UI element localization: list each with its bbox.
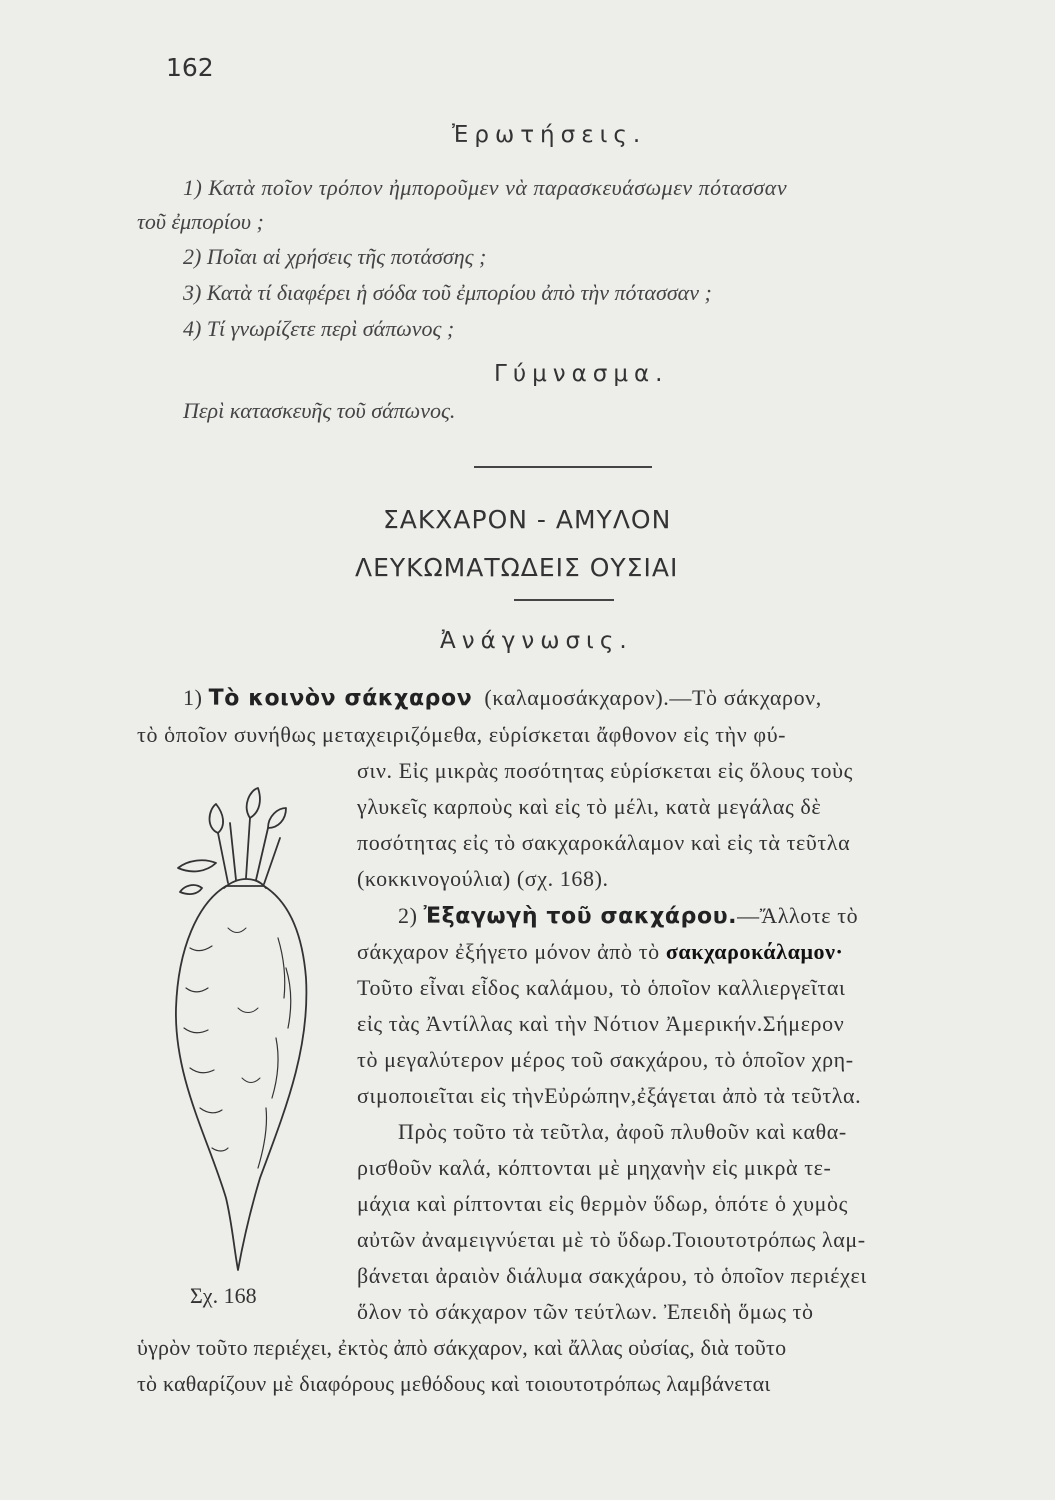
section1-line-5: ποσότητας εἰς τὸ σακχαροκάλαμον καὶ εἰς τὰ τεῦτλα bbox=[357, 830, 851, 855]
paragraph3-line-8: τὸ καθαρίζουν μὲ διαφόρους μεθόδους καὶ τοιουτοτρόπως λαμβάνεται bbox=[137, 1371, 771, 1396]
section2-heading: Ἐξαγωγὴ τοῦ σακχάρου. bbox=[423, 904, 738, 929]
section2-line-6: σιμοποιεῖται εἰς τὴνΕὐρώπην,ἐξάγεται ἀπὸ τὰ τεῦτλα. bbox=[357, 1083, 862, 1108]
exercise-text: Περὶ κατασκευῆς τοῦ σάπωνος. bbox=[183, 398, 456, 423]
paragraph3-line-4: αὐτῶν ἀναμειγνύεται μὲ τὸ ὕδωρ.Τοιουτοτρόπως λαμ- bbox=[357, 1227, 866, 1252]
paragraph3-line-5: βάνεται ἀραιὸν διάλυμα σακχάρου, τὸ ὁποῖον περιέχει bbox=[357, 1263, 867, 1288]
section1-heading: Τὸ κοινὸν σάκχαρον bbox=[208, 686, 473, 711]
question-1: 1) Κατὰ ποῖον τρόπον ἠμποροῦμεν νὰ παρασκευάσωμεν πότασσαν bbox=[183, 175, 788, 200]
page-number: 162 bbox=[166, 53, 214, 82]
section1-line-2: τὸ ὁποῖον συνήθως μεταχειριζόμεθα, εὑρίσκεται ἄφθονον εἰς τὴν φύ- bbox=[137, 722, 787, 747]
section1-first-line bbox=[183, 685, 822, 711]
section2-line-4: εἰς τὰς Ἀντίλλας καὶ τὴν Νότιον Ἀμερικήν.Σήμερον bbox=[357, 1011, 845, 1036]
chapter-title-line1: ΣΑΚΧΑΡΟΝ - ΑΜΥΛΟΝ bbox=[383, 505, 672, 534]
section1-number: 1) bbox=[183, 685, 203, 710]
section2-line2-bold: σακχαροκάλαμον· bbox=[665, 939, 844, 964]
sugar-beet-icon bbox=[168, 778, 348, 1278]
section1-lead: (καλαμοσάκχαρον).—Τὸ σάκχαρον, bbox=[484, 685, 822, 710]
question-1-continued: τοῦ ἐμπορίου ; bbox=[137, 209, 264, 234]
section1-line-4: γλυκεῖς καρποὺς καὶ εἰς τὸ μέλι, κατὰ μεγάλας δὲ bbox=[357, 794, 822, 819]
section2-number: 2) bbox=[398, 903, 418, 928]
section-divider-bottom bbox=[514, 599, 614, 601]
section2-line-2 bbox=[357, 939, 843, 965]
section2-lead: —Ἄλλοτε τὸ bbox=[737, 903, 859, 928]
paragraph3-line-3: μάχια καὶ ρίπτονται εἰς θερμὸν ὕδωρ, ὁπότε ὁ χυμὸς bbox=[357, 1191, 848, 1216]
section1-line-6: (κοκκινογούλια) (σχ. 168). bbox=[357, 866, 609, 891]
reading-heading: Ἀνάγνωσις. bbox=[440, 628, 633, 654]
section2-line-3: Τοῦτο εἶναι εἶδος καλάμου, τὸ ὁποῖον καλλιεργεῖται bbox=[357, 975, 846, 1000]
paragraph3-line-2: ρισθοῦν καλά, κόπτονται μὲ μηχανὴν εἰς μικρὰ τε- bbox=[357, 1155, 832, 1180]
section2-first-line bbox=[398, 903, 858, 929]
paragraph3-line-6: ὅλον τὸ σάκχαρον τῶν τεύτλων. Ἐπειδὴ ὅμως τὸ bbox=[357, 1299, 814, 1324]
questions-heading: Ἐρωτήσεις. bbox=[452, 122, 647, 148]
section-divider-top bbox=[474, 466, 652, 468]
section1-line-3: σιν. Εἰς μικρὰς ποσότητας εὑρίσκεται εἰς ὅλους τοὺς bbox=[357, 758, 853, 783]
section2-line2-text: σάκχαρον ἐξήγετο μόνον ἀπὸ τὸ bbox=[357, 939, 660, 964]
chapter-title-line2: ΛΕΥΚΩΜΑΤΩΔΕΙΣ ΟΥΣΙΑΙ bbox=[355, 553, 679, 582]
question-2: 2) Ποῖαι αἱ χρήσεις τῆς ποτάσσης ; bbox=[183, 244, 487, 269]
section2-line-5: τὸ μεγαλύτερον μέρος τοῦ σακχάρου, τὸ ὁποῖον χρη- bbox=[357, 1047, 854, 1072]
paragraph3-line-1: Πρὸς τοῦτο τὰ τεῦτλα, ἀφοῦ πλυθοῦν καὶ καθα- bbox=[398, 1119, 847, 1144]
figure-caption: Σχ. 168 bbox=[190, 1283, 257, 1308]
paragraph3-line-7: ὑγρὸν τοῦτο περιέχει, ἐκτὸς ἀπὸ σάκχαρον, καὶ ἄλλας οὐσίας, διὰ τοῦτο bbox=[137, 1335, 787, 1360]
question-4: 4) Τί γνωρίζετε περὶ σάπωνος ; bbox=[183, 316, 455, 341]
question-3: 3) Κατὰ τί διαφέρει ἡ σόδα τοῦ ἐμπορίου ἀπὸ τὴν πότασσαν ; bbox=[183, 280, 712, 305]
exercise-heading: Γύμνασμα. bbox=[494, 361, 669, 387]
